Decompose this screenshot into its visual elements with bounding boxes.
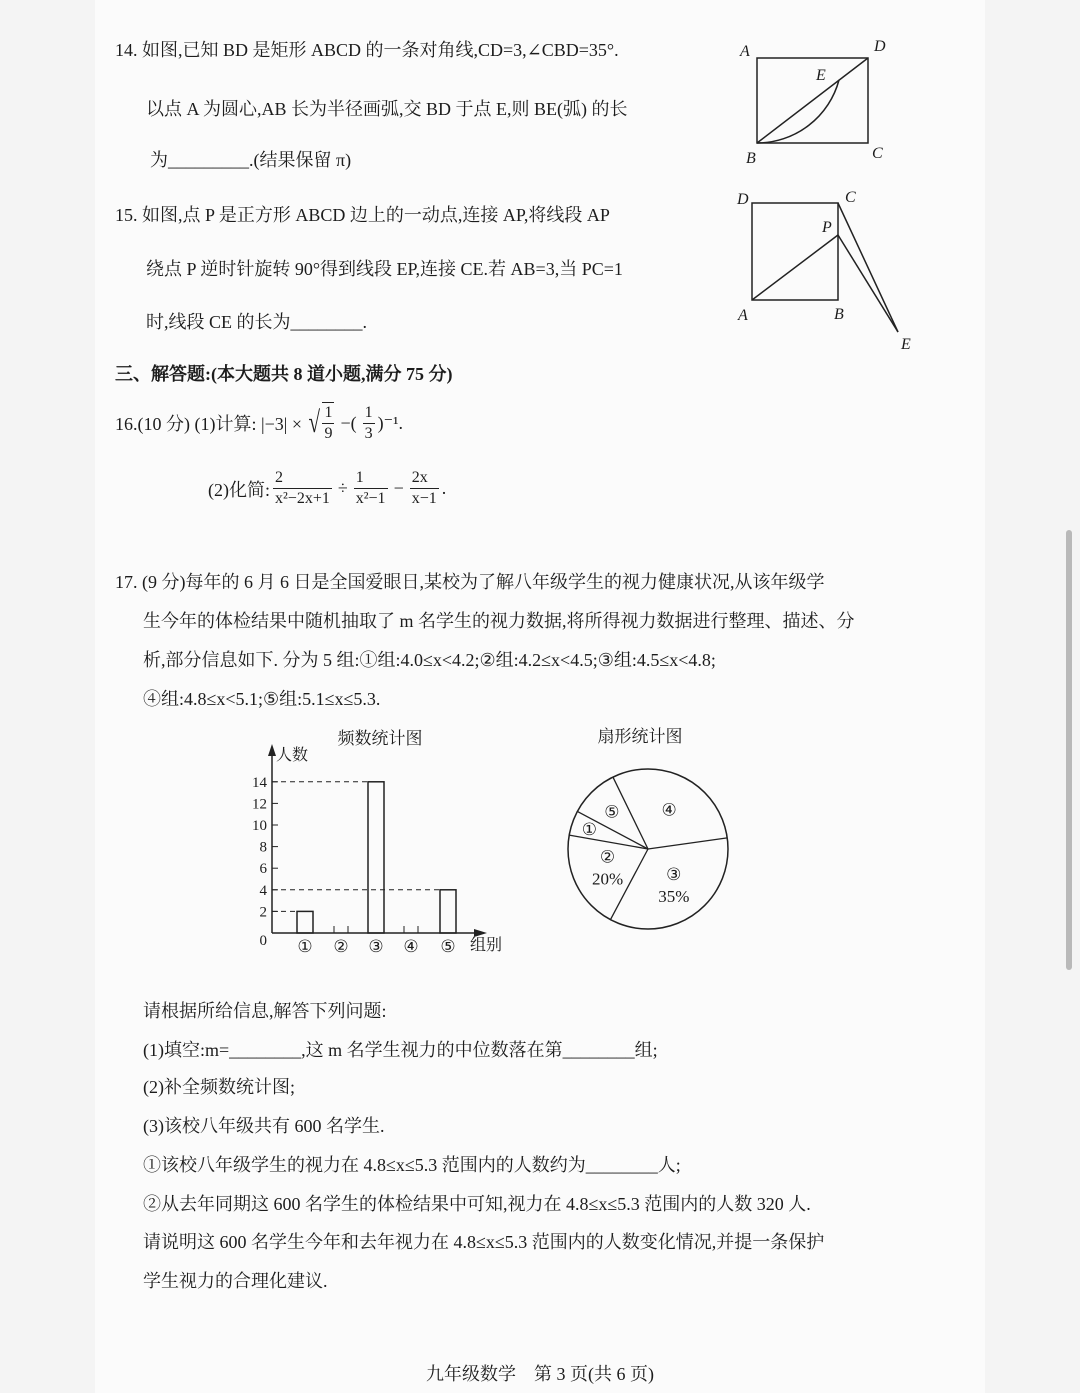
fraction-denominator: x²−1 — [355, 490, 386, 507]
y-axis-label: 人数 — [276, 747, 309, 764]
y-tick-label: 12 — [252, 796, 267, 813]
q17-question: (1)填空:m=________,这 m 名学生视力的中位数落在第________组; — [143, 1040, 658, 1060]
pie-slice-percent: 35% — [658, 886, 690, 906]
y-tick-label: 2 — [259, 904, 267, 921]
q17-question: ①该校八年级学生的视力在 4.8≤x≤5.3 范围内的人数约为________人; — [143, 1155, 681, 1175]
bar-chart-title: 频数统计图 — [337, 729, 423, 748]
pie-slice-label: ④ — [661, 800, 677, 820]
label-E: E — [816, 67, 826, 84]
label-C: C — [845, 189, 856, 206]
bar — [297, 911, 313, 933]
q17-line: 17. (9 分)每年的 6 月 6 日是全国爱眼日,某校为了解八年级学生的视力健康状况,从该年级学 — [115, 572, 825, 592]
period: . — [441, 478, 447, 498]
q16-part1-prefix: 16.(10 分) (1)计算: |−3| × — [115, 414, 302, 434]
label-P: P — [822, 219, 832, 236]
q16-minus: −( — [340, 412, 357, 433]
fraction-numerator: 1 — [354, 468, 388, 489]
fraction-denominator: 3 — [364, 424, 373, 442]
x-tick-label: ④ — [403, 937, 419, 956]
q15-line1: 15. 如图,点 P 是正方形 ABCD 边上的一动点,连接 AP,将线段 AP — [115, 205, 610, 225]
q14-line1: 14. 如图,已知 BD 是矩形 ABCD 的一条对角线,CD=3,∠CBD=35°. — [115, 40, 619, 60]
pie-slice-label: ⑤ — [604, 802, 620, 822]
q15-line3: 时,线段 CE 的长为________. — [146, 312, 368, 332]
label-D: D — [874, 38, 886, 55]
pie-slice-label: ① — [581, 819, 598, 839]
bar — [368, 782, 384, 933]
x-tick-label: ② — [333, 937, 349, 956]
x-tick-label: ⑤ — [440, 937, 456, 956]
q14-line2: 以点 A 为圆心,AB 长为半径画弧,交 BD 于点 E,则 BE(弧) 的长 — [146, 99, 628, 119]
label-B: B — [746, 150, 756, 167]
fraction-denominator: x²−2x+1 — [275, 490, 330, 507]
label-C: C — [872, 145, 883, 162]
section-heading: 三、解答题:(本大题共 8 道小题,满分 75 分) — [115, 364, 453, 384]
y-tick-label: 4 — [259, 882, 267, 899]
label-A: A — [740, 43, 750, 60]
sqrt-numerator: 1 — [322, 403, 334, 424]
x-tick-label: ③ — [368, 937, 384, 956]
pie-slice-border — [648, 838, 727, 849]
pie-chart — [568, 769, 728, 929]
q17-question: (3)该校八年级共有 600 名学生. — [143, 1116, 385, 1136]
q17-question: 请根据所给信息,解答下列问题: — [143, 1001, 387, 1021]
pie-chart-title: 扇形统计图 — [597, 727, 683, 746]
sqrt-sign: √ — [308, 406, 320, 439]
fraction-denominator: x−1 — [411, 490, 437, 507]
pie-slice-percent: 20% — [591, 869, 624, 889]
q16-suffix: )⁻¹. — [377, 412, 404, 433]
label-B: B — [834, 306, 844, 323]
y-tick-label: 6 — [259, 861, 267, 878]
q17-question: 学生视力的合理化建议. — [143, 1271, 328, 1291]
q14-line3: 为_________.(结果保留 π) — [150, 150, 352, 170]
bar — [440, 890, 456, 933]
x-axis-arrow — [474, 929, 487, 937]
minus-sign: − — [393, 478, 404, 498]
divide-sign: ÷ — [337, 478, 348, 498]
y-tick-label: 10 — [252, 818, 267, 834]
fraction-numerator: 1 — [363, 403, 375, 424]
page-footer: 九年级数学 第 3 页(共 6 页) — [426, 1364, 654, 1384]
sqrt-denominator: 9 — [324, 425, 333, 442]
fraction-numerator: 2x — [410, 468, 439, 489]
q15-line2: 绕点 P 逆时针旋转 90°得到线段 EP,连接 CE.若 AB=3,当 PC=1 — [146, 259, 623, 279]
fraction-numerator: 2 — [273, 468, 332, 489]
q17-question: ②从去年同期这 600 名学生的体检结果中可知,视力在 4.8≤x≤5.3 范围内的人数 320 人. — [143, 1194, 811, 1214]
pie-slice-label: ③ — [666, 864, 682, 884]
y-tick-label: 14 — [252, 774, 267, 791]
q17-line: 生今年的体检结果中随机抽取了 m 名学生的视力数据,将所得视力数据进行整理、描述、分 — [143, 611, 855, 631]
label-D: D — [737, 191, 749, 208]
q17-question: 请说明这 600 名学生今年和去年视力在 4.8≤x≤5.3 范围内的人数变化情况,并提一条保护 — [143, 1232, 825, 1252]
x-axis-label: 组别 — [470, 937, 503, 954]
y-tick-label: 8 — [259, 839, 267, 856]
x-tick-label: ① — [297, 937, 313, 956]
q16-part2-prefix: (2)化简: — [208, 479, 270, 500]
q17-line: ④组:4.8≤x<5.1;⑤组:5.1≤x≤5.3. — [143, 689, 381, 709]
y-tick-label: 0 — [259, 933, 267, 949]
y-axis-arrow — [268, 744, 276, 756]
label-E: E — [901, 336, 911, 353]
bar-chart — [252, 744, 502, 956]
q17-question: (2)补全频数统计图; — [143, 1077, 295, 1097]
scrollbar[interactable] — [1066, 530, 1072, 970]
pie-slice-label: ② — [599, 847, 616, 867]
label-A: A — [738, 307, 748, 324]
q17-line: 析,部分信息如下. 分为 5 组:①组:4.0≤x<4.2;②组:4.2≤x<4.5;③组:4.5≤x<4.8; — [143, 650, 716, 670]
